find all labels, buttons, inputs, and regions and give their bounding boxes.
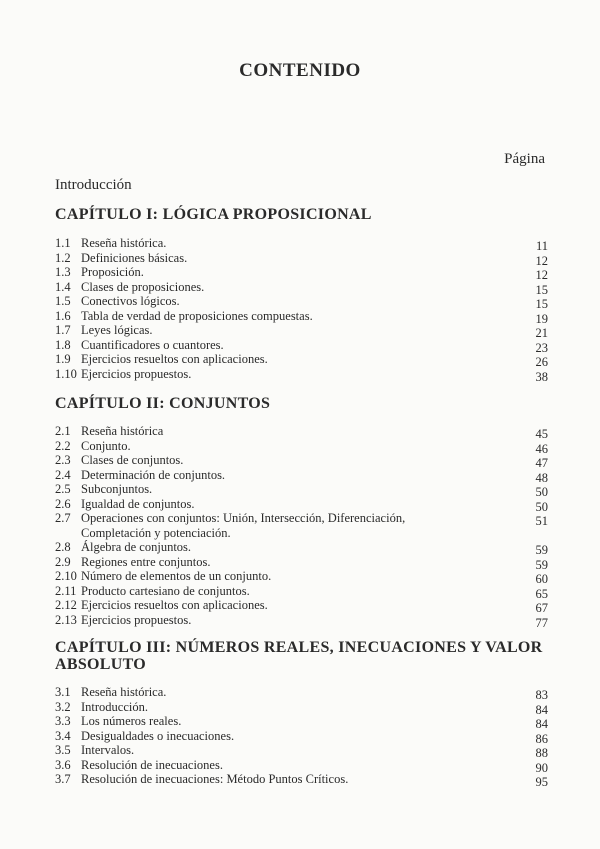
chapter-1-title: CAPÍTULO I: LÓGICA PROPOSICIONAL: [55, 206, 372, 223]
toc-entry-number: 3.7: [55, 772, 71, 786]
toc-entry-title: Clases de conjuntos.: [81, 453, 184, 467]
toc-entry-title: Conjunto.: [81, 438, 131, 453]
toc-entry: [55, 555, 548, 570]
toc-entry-page: 45: [535, 427, 548, 441]
toc-entry-page: 50: [535, 499, 548, 514]
toc-entry-number: 2.4: [55, 467, 71, 482]
toc-entry-title: Resolución de inecuaciones: Método Puntos Críticos.: [81, 772, 349, 786]
toc-entry: [55, 714, 548, 729]
toc-entry: [55, 569, 548, 584]
toc-entry-page: 59: [535, 557, 548, 572]
toc-entry-number: 3.6: [55, 757, 71, 772]
toc-entry-title: Definiciones básicas.: [81, 250, 188, 265]
toc-entry-title: Ejercicios propuestos.: [81, 612, 192, 627]
toc-entry-page: 12: [535, 268, 548, 282]
toc-entry-title: Intervalos.: [81, 743, 135, 757]
toc-entry: [55, 613, 548, 628]
toc-entry-title: Reseña histórica.: [81, 685, 167, 699]
toc-entry: [55, 323, 548, 338]
toc-entry-title: Introducción.: [81, 699, 148, 714]
toc-entry-page: 86: [535, 731, 548, 746]
toc-entry-title: Igualdad de conjuntos.: [81, 496, 195, 511]
toc-entry: [55, 338, 548, 353]
toc-entry: [55, 758, 548, 773]
chapter-1-entries: [55, 236, 548, 384]
toc-entry-number: 2.6: [55, 496, 71, 511]
toc-entry: [55, 700, 548, 715]
toc-entry-number: 3.4: [55, 728, 71, 743]
toc-entry-page: 90: [535, 760, 548, 775]
toc-entry: [55, 280, 548, 295]
toc-entry-title: Reseña histórica: [81, 424, 164, 438]
toc-entry-title: Cuantificadores o cuantores.: [81, 337, 224, 352]
toc-entry-number: 2.2: [55, 438, 71, 453]
toc-entry-number: 1.10: [55, 366, 77, 381]
chapter-2-entries: [55, 424, 548, 630]
toc-entry-page: 50: [535, 485, 548, 499]
toc-entry-number: 2.10: [55, 569, 77, 583]
toc-entry-title: Reseña histórica.: [81, 236, 167, 250]
toc-entry: [55, 367, 548, 382]
toc-entry-title: Subconjuntos.: [81, 482, 153, 496]
toc-entry: [55, 511, 548, 526]
toc-entry: [55, 482, 548, 497]
toc-entry-title: Determinación de conjuntos.: [81, 467, 226, 482]
toc-entry-number: 3.5: [55, 743, 71, 757]
toc-entry-page: 47: [535, 456, 548, 470]
toc-entry-title: Álgebra de conjuntos.: [81, 540, 192, 554]
toc-entry-number: 3.1: [55, 685, 71, 699]
chapter-3-title-line2: ABSOLUTO: [55, 656, 147, 673]
toc-entry-title: Ejercicios resueltos con aplicaciones.: [81, 598, 268, 612]
chapter-3-title-line1: CAPÍTULO III: NÚMEROS REALES, INECUACIONES Y VALOR: [55, 639, 543, 656]
toc-entry: [55, 265, 548, 280]
page-column-label: Página: [504, 151, 545, 167]
toc-entry-number: 1.9: [55, 352, 71, 366]
toc-entry-title: Proposición.: [81, 265, 144, 279]
introduction-entry: Introducción: [55, 177, 132, 193]
toc-entry-number: 2.1: [55, 424, 71, 438]
toc-entry-number: 1.4: [55, 279, 71, 294]
toc-entry-page: 46: [535, 441, 548, 456]
toc-entry-page: 59: [535, 543, 548, 557]
toc-entry: [55, 497, 548, 512]
toc-entry-page: 19: [535, 311, 548, 326]
toc-entry: [55, 598, 548, 613]
toc-entry: [55, 352, 548, 367]
toc-entry-title: Ejercicios resueltos con aplicaciones.: [81, 352, 268, 366]
toc-entry-title: Leyes lógicas.: [81, 323, 153, 337]
toc-entry-title: Número de elementos de un conjunto.: [81, 569, 272, 583]
toc-entry-page: 83: [535, 688, 548, 702]
toc-entry-page: 38: [535, 369, 548, 384]
toc-entry: [55, 309, 548, 324]
toc-entry-number: 2.3: [55, 453, 71, 467]
toc-entry-page: 88: [535, 746, 548, 760]
toc-entry-number: 1.5: [55, 294, 71, 308]
toc-entry-page: 51: [535, 514, 548, 528]
toc-entry-number: 1.8: [55, 337, 71, 352]
toc-entry-number: 1.6: [55, 308, 71, 323]
toc-entry: [55, 439, 548, 454]
chapter-3-title: [55, 639, 543, 673]
toc-entry-page: 11: [535, 239, 548, 253]
toc-entry: [55, 526, 548, 541]
toc-entry-title: Tabla de verdad de proposiciones compuestas.: [81, 308, 313, 323]
toc-entry-number: 2.12: [55, 598, 77, 612]
toc-entry-number: 3.3: [55, 714, 71, 728]
toc-entry-number: 3.2: [55, 699, 71, 714]
toc-entry-number: 2.13: [55, 612, 77, 627]
toc-entry-number: 2.11: [55, 583, 77, 598]
toc-entry-page: 84: [535, 717, 548, 731]
toc-entry-page: 12: [535, 253, 548, 268]
toc-entry-page: 15: [535, 297, 548, 311]
toc-entry-page: 65: [535, 586, 548, 601]
toc-entry: [55, 251, 548, 266]
toc-entry-page: 77: [535, 615, 548, 630]
toc-entry-number: 1.2: [55, 250, 71, 265]
toc-entry: [55, 453, 548, 468]
toc-entry-title: Ejercicios propuestos.: [81, 366, 192, 381]
toc-entry-title: Regiones entre conjuntos.: [81, 554, 211, 569]
toc-entry-number: 2.8: [55, 540, 71, 554]
toc-entry-number: 1.7: [55, 323, 71, 337]
toc-entry-page: 60: [535, 572, 548, 586]
chapter-3-entries: [55, 685, 548, 787]
toc-entry: [55, 540, 548, 555]
toc-entry-number: 1.3: [55, 265, 71, 279]
toc-entry-title: Operaciones con conjuntos: Unión, Intersección, Diferenciación,: [81, 511, 406, 525]
toc-entry: [55, 424, 548, 439]
toc-entry: [55, 772, 548, 787]
toc-entry: [55, 468, 548, 483]
toc-entry-page: 21: [535, 326, 548, 340]
toc-entry-title: Resolución de inecuaciones.: [81, 757, 223, 772]
toc-entry: [55, 729, 548, 744]
chapter-2-title: CAPÍTULO II: CONJUNTOS: [55, 395, 271, 412]
toc-entry-page: 84: [535, 702, 548, 717]
toc-entry-title: Completación y potenciación.: [81, 525, 231, 540]
toc-entry: [55, 584, 548, 599]
toc-entry-number: 2.5: [55, 482, 71, 496]
toc-entry-page: 95: [535, 775, 548, 789]
toc-entry-number: 2.7: [55, 511, 71, 525]
toc-entry: [55, 236, 548, 251]
toc-entry-page: 48: [535, 470, 548, 485]
toc-entry-number: 1.1: [55, 236, 71, 250]
toc-entry-page: 23: [535, 340, 548, 355]
toc-entry-title: Producto cartesiano de conjuntos.: [81, 583, 250, 598]
toc-entry-title: Desigualdades o inecuaciones.: [81, 728, 235, 743]
toc-entry: [55, 294, 548, 309]
toc-entry-number: 2.9: [55, 554, 71, 569]
toc-entry: [55, 685, 548, 700]
page-title: CONTENIDO: [239, 60, 361, 81]
toc-entry-page: 15: [535, 282, 548, 297]
toc-entry-title: Conectivos lógicos.: [81, 294, 180, 308]
toc-entry-page: 26: [535, 355, 548, 369]
toc-entry-title: Clases de proposiciones.: [81, 279, 205, 294]
toc-entry: [55, 743, 548, 758]
toc-entry-title: Los números reales.: [81, 714, 182, 728]
toc-entry-page: 67: [535, 601, 548, 615]
